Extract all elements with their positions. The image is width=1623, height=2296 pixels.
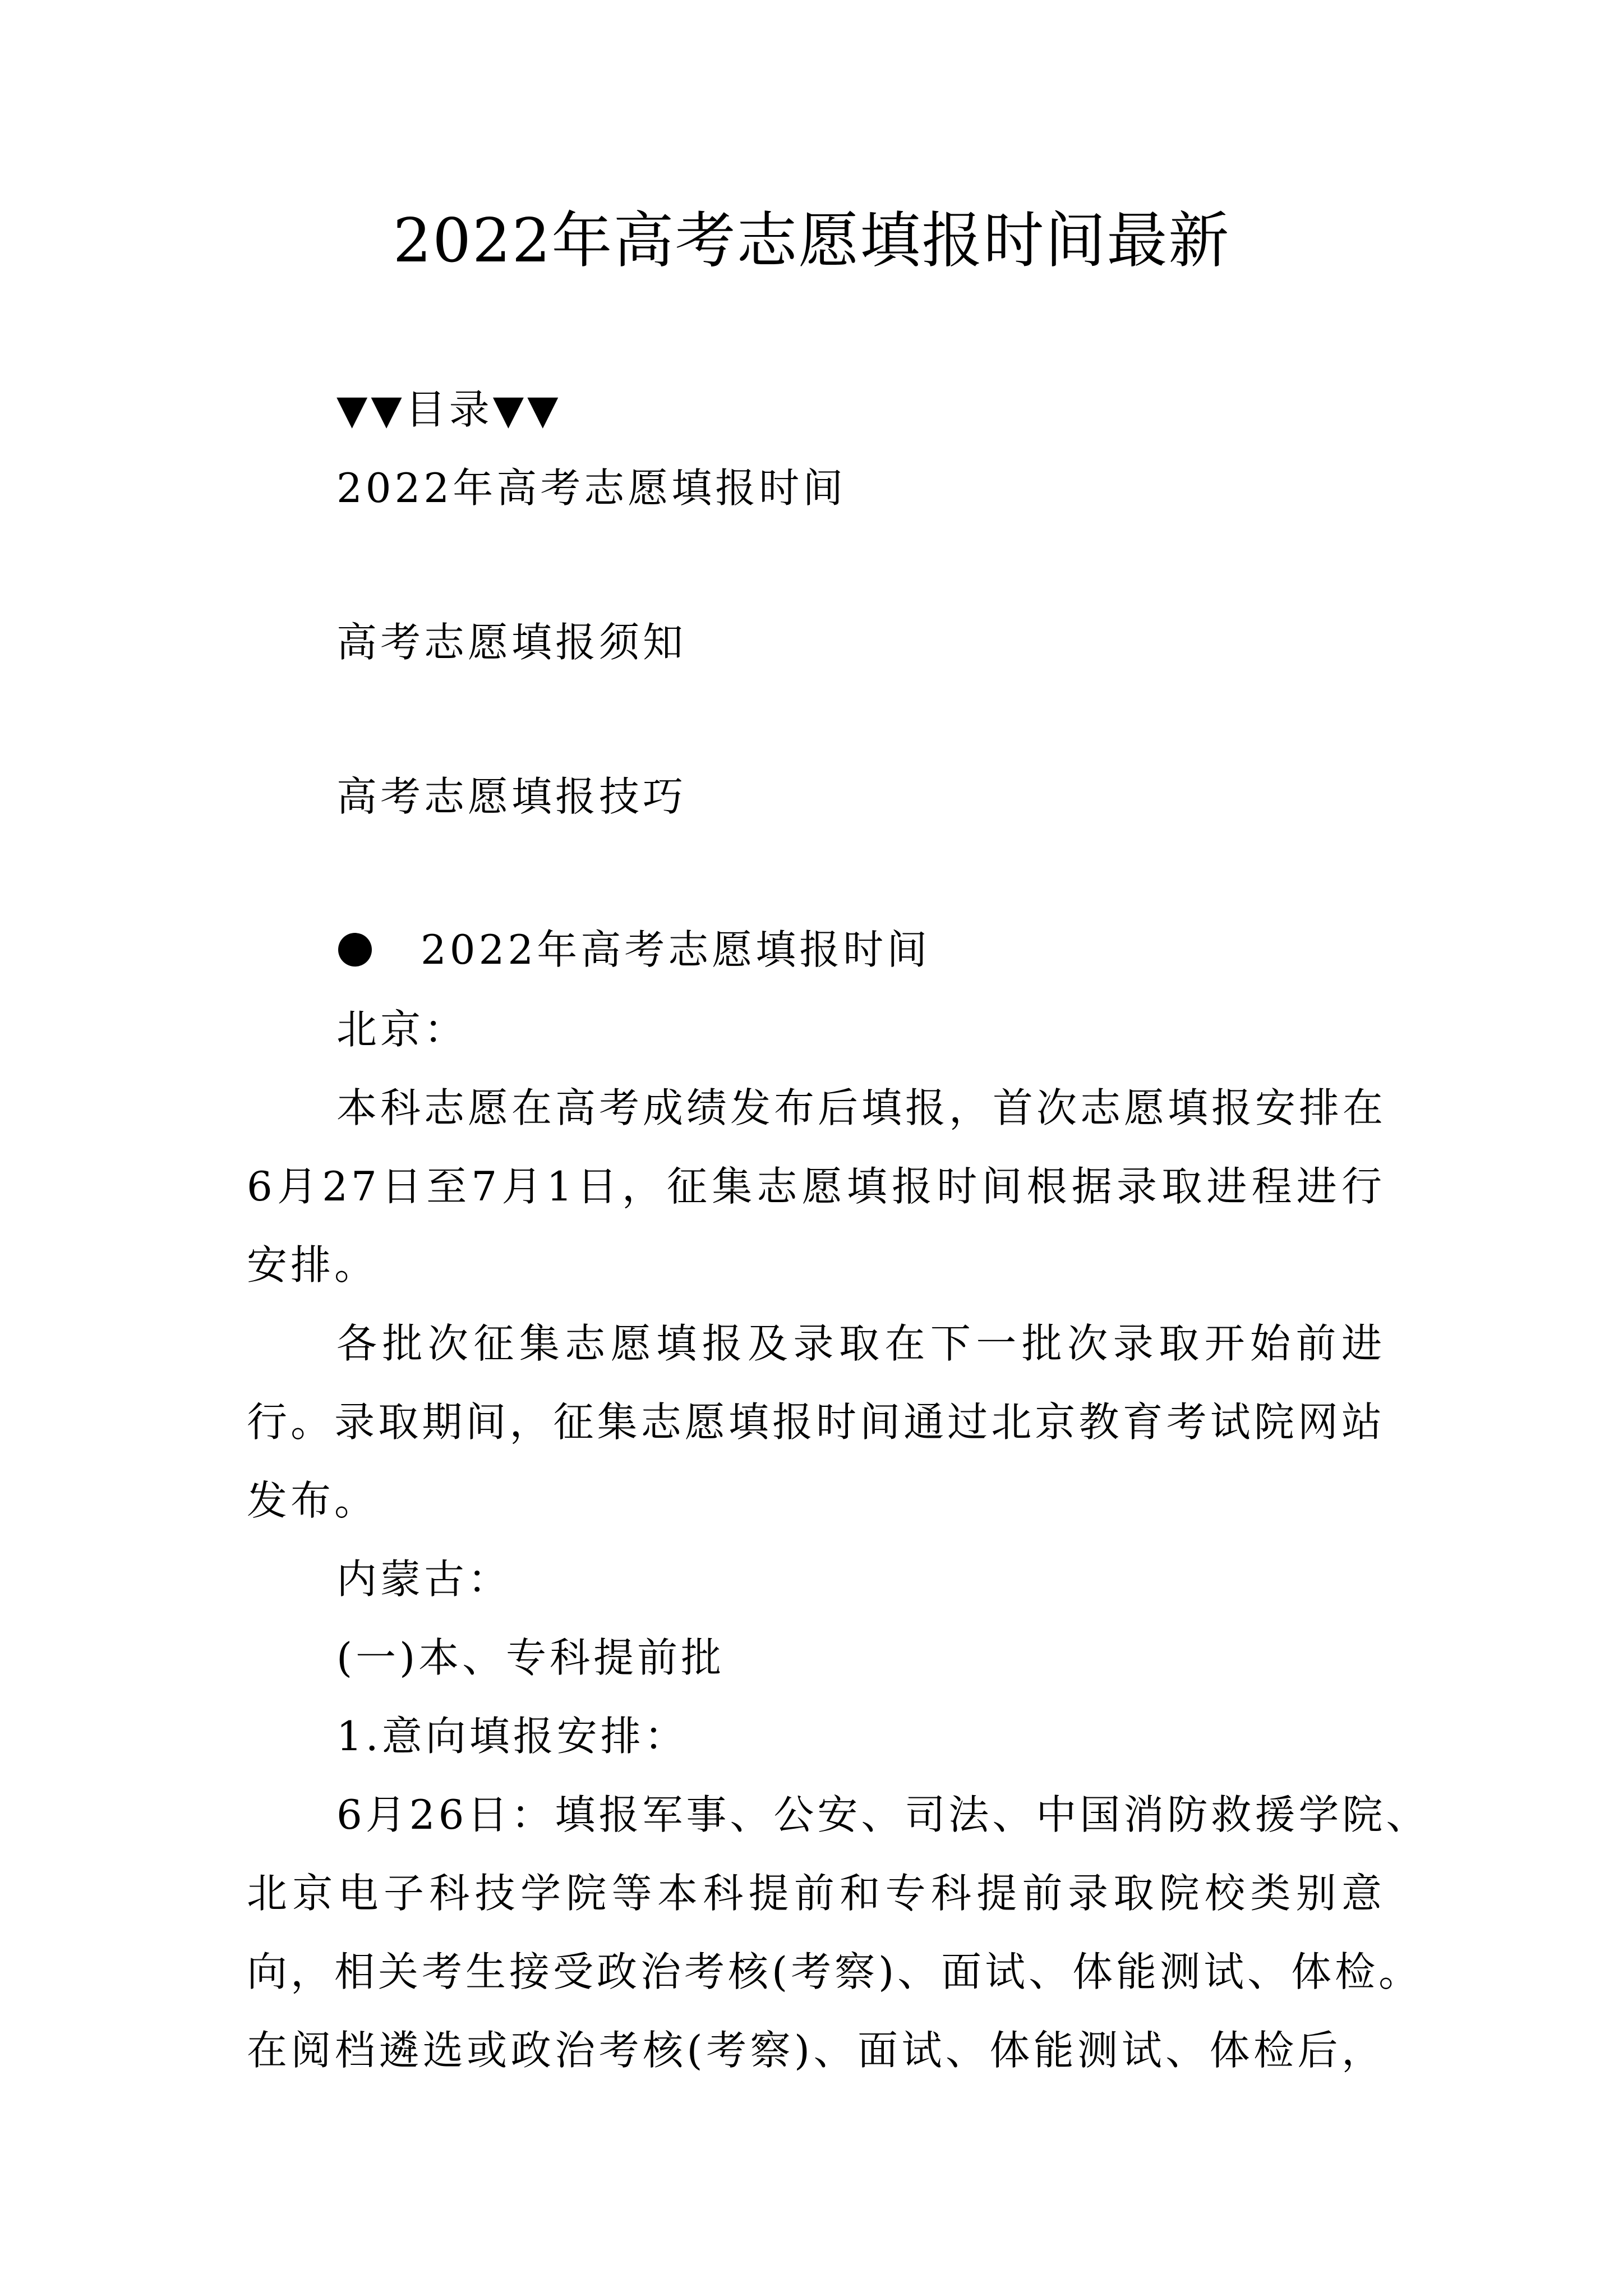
paragraph-line: 在阅档遴选或政治考核(考察)、面试、体能测试、体检后， bbox=[247, 2027, 1385, 2074]
toc-heading: ▼▼目录▼▼ bbox=[336, 386, 562, 433]
document-title: 2022年高考志愿填报时间最新 bbox=[393, 206, 1230, 276]
toc-item-2[interactable]: 高考志愿填报须知 bbox=[336, 619, 687, 666]
toc-item-3[interactable]: 高考志愿填报技巧 bbox=[336, 773, 687, 820]
paragraph-line: 本科志愿在高考成绩发布后填报，首次志愿填报安排在 bbox=[336, 1084, 1387, 1131]
paragraph-line: 6月26日：填报军事、公安、司法、中国消防救援学院、 bbox=[336, 1791, 1430, 1838]
toc-item-1[interactable]: 2022年高考志愿填报时间 bbox=[336, 464, 847, 512]
paragraph-line: 6月27日至7月1日，征集志愿填报时间根据录取进程进行 bbox=[247, 1163, 1385, 1210]
section-heading: 2022年高考志愿填报时间 bbox=[421, 926, 931, 973]
bullet-icon bbox=[338, 933, 372, 967]
subheading-batch: (一)本、专科提前批 bbox=[336, 1634, 725, 1681]
region-label-beijing: 北京： bbox=[336, 1006, 468, 1053]
paragraph-line: 安排。 bbox=[247, 1241, 379, 1289]
subheading-intent: 1.意向填报安排： bbox=[336, 1713, 688, 1760]
paragraph-line: 各批次征集志愿填报及录取在下一批次录取开始前进 bbox=[336, 1320, 1385, 1367]
paragraph-line: 北京电子科技学院等本科提前和专科提前录取院校类别意 bbox=[247, 1870, 1385, 1917]
paragraph-line: 行。录取期间，征集志愿填报时间通过北京教育考试院网站 bbox=[247, 1398, 1385, 1446]
paragraph-line: 向，相关考生接受政治考核(考察)、面试、体能测试、体检。 bbox=[247, 1948, 1423, 1995]
paragraph-line: 发布。 bbox=[247, 1477, 379, 1524]
region-label-neimenggu: 内蒙古： bbox=[336, 1556, 512, 1603]
